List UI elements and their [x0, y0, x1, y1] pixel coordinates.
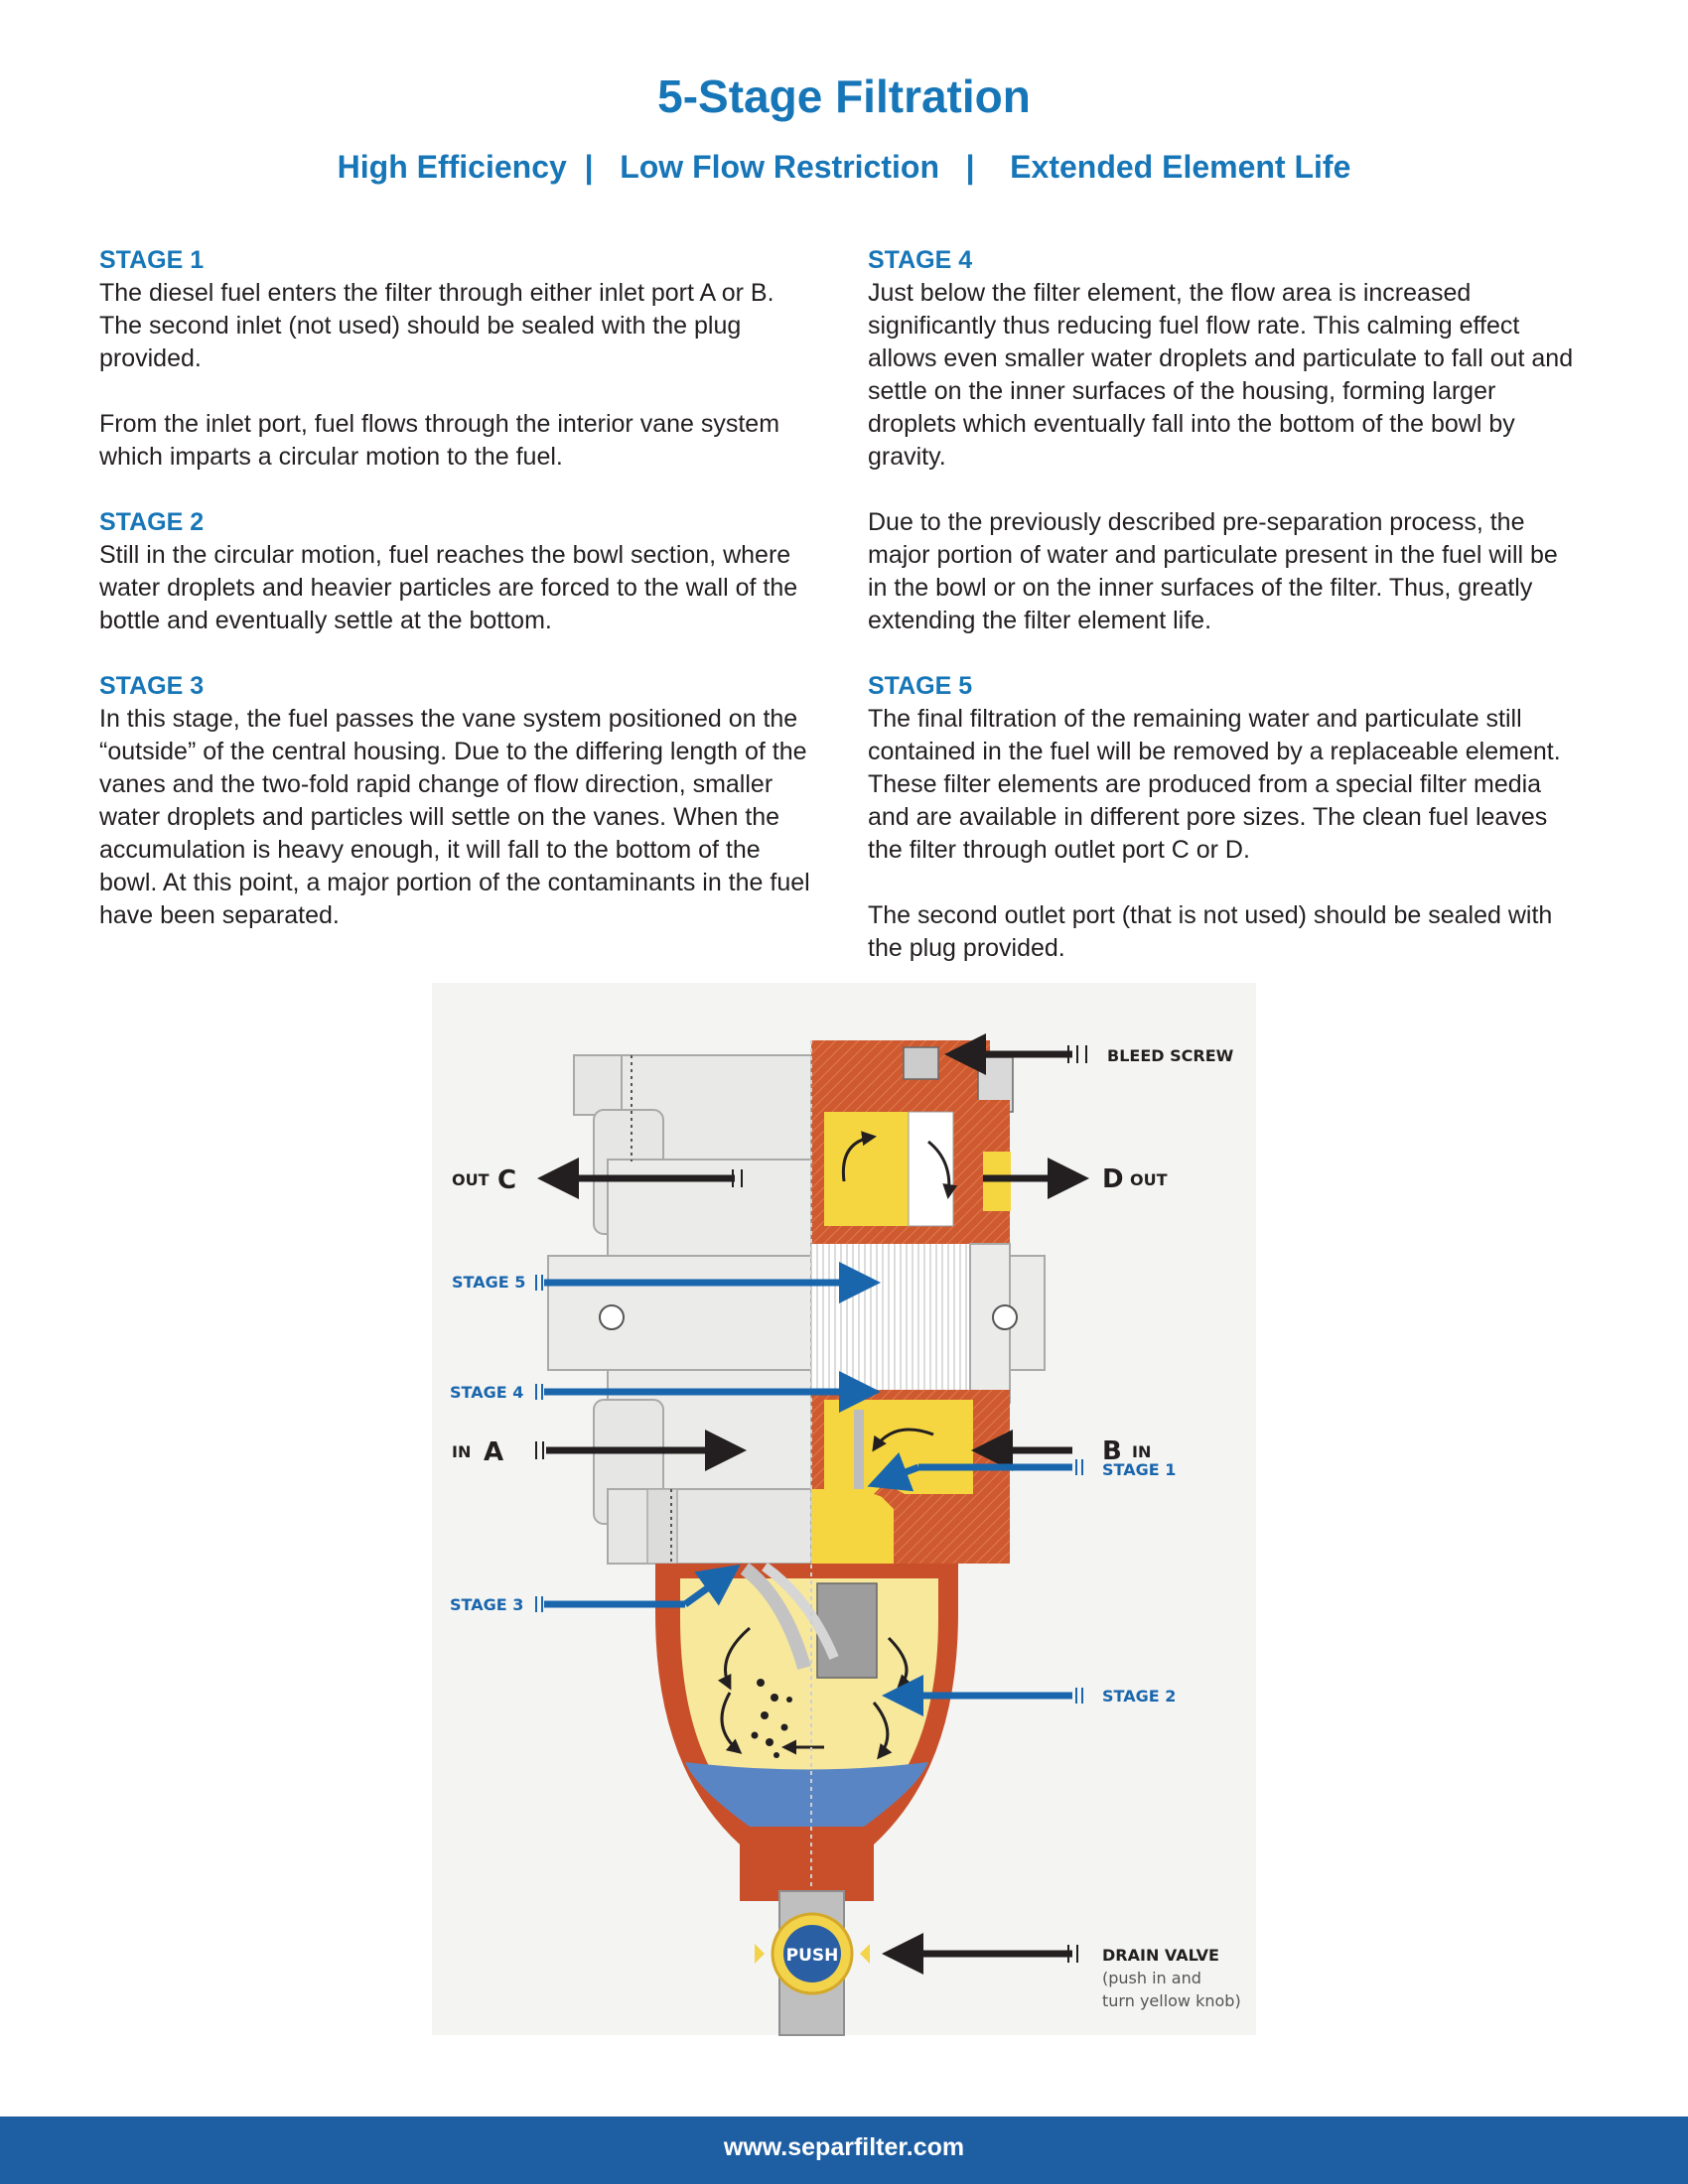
stage-4-callout: STAGE 4	[450, 1383, 524, 1402]
footer-bar	[0, 2116, 1688, 2184]
stage-1-paragraph-1: The diesel fuel enters the filter through either inlet port A or B. The second inlet (not used) should be sealed with the plug provided.	[99, 279, 774, 372]
drain-valve-note-2: turn yellow knob)	[1102, 1991, 1241, 2010]
bleed-screw-label: BLEED SCREW	[1107, 1046, 1234, 1065]
page-title: 5-Stage Filtration	[657, 70, 1031, 122]
in-a-letter: A	[484, 1437, 504, 1467]
stage-2-section	[99, 506, 814, 637]
stage-3-heading: STAGE 3	[99, 672, 205, 700]
stage-4-heading: STAGE 4	[868, 246, 973, 274]
stage-4-paragraph-2: Due to the previously described pre-separation process, the major portion of water and particulate present in the fuel will be in the bowl or on the inner surfaces of the filter. Thus, greatly extending the filter element life.	[868, 508, 1558, 634]
stage-3-paragraph-1: In this stage, the fuel passes the vane system positioned on the “outside” of the central housing. Due to the differing length of the vanes and the two-fold rapid change of flow direction, smaller water droplets and particles will settle on the vanes. When the accumulation is heavy enough, it will fall to the bottom of the bowl. At this point, a major portion of the contaminants in the fuel have been separated.	[99, 705, 810, 929]
stage-4-paragraph-1: Just below the filter element, the flow area is increased significantly thus reducing fuel flow rate. This calming effect allows even smaller water droplets and particulate to fall out and settle on the inner surfaces of the housing, forming larger droplets which eventually fall into the bottom of the bowl by gravity.	[868, 279, 1574, 471]
stage-5-paragraph-2: The second outlet port (that is not used) should be sealed with the plug provided.	[868, 901, 1553, 962]
footer-url[interactable]: www.separfilter.com	[723, 2133, 965, 2161]
stage-2-paragraph-1: Still in the circular motion, fuel reaches the bowl section, where water droplets and heavier particles are forced to the wall of the bottle and eventually settle at the bottom.	[99, 541, 798, 634]
in-b-word: IN	[1132, 1442, 1152, 1461]
stage-1-section	[99, 244, 814, 474]
stage-1-callout: STAGE 1	[1102, 1460, 1177, 1479]
stage-4-section	[868, 244, 1583, 637]
stage-5-heading: STAGE 5	[868, 672, 973, 700]
stage-1-heading: STAGE 1	[99, 246, 205, 274]
out-c-word: OUT	[452, 1170, 490, 1189]
in-a-word: IN	[452, 1442, 472, 1461]
out-d-letter: D	[1102, 1164, 1124, 1194]
stage-3-callout: STAGE 3	[450, 1595, 524, 1614]
drain-valve-label: DRAIN VALVE	[1102, 1946, 1219, 1965]
filter-cutaway-diagram	[427, 978, 1271, 2040]
stage-5-paragraph-1: The final filtration of the remaining water and particulate still contained in the fuel will be removed by a replaceable element. These filter elements are produced from a special filter media and are available in different pore sizes. The clean fuel leaves the filter through outlet port C or D.	[868, 705, 1561, 864]
page-subtitle: High Efficiency | Low Flow Restriction | Extended Element Life	[337, 149, 1351, 185]
left-column	[99, 244, 814, 965]
stage-3-section	[99, 670, 814, 932]
in-b-letter: B	[1102, 1436, 1122, 1466]
out-d-word: OUT	[1130, 1170, 1168, 1189]
out-c-letter: C	[497, 1165, 517, 1195]
drain-knob-label: PUSH	[785, 1946, 839, 1966]
stage-2-heading: STAGE 2	[99, 508, 205, 536]
right-column	[868, 244, 1583, 998]
stage-5-section	[868, 670, 1583, 965]
stage-1-paragraph-2: From the inlet port, fuel flows through the interior vane system which imparts a circular motion to the fuel.	[99, 410, 780, 471]
stage-5-callout: STAGE 5	[452, 1273, 526, 1292]
drain-valve-note-1: (push in and	[1102, 1969, 1201, 1987]
stage-2-callout: STAGE 2	[1102, 1687, 1177, 1706]
